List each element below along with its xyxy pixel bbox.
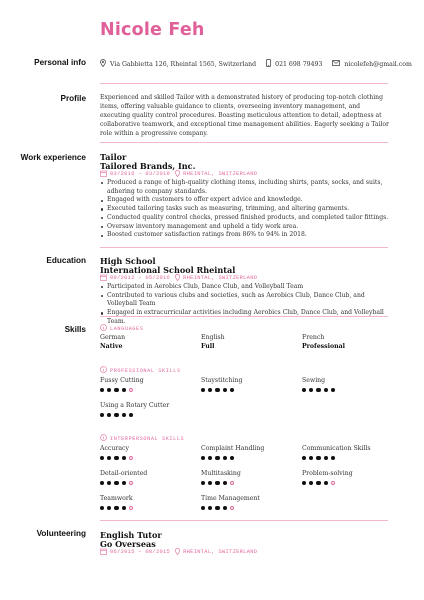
rating-dot-filled [215, 481, 219, 485]
profile-summary: Experienced and skilled Tailor with a demonstrated history of producing top-notch clothing items, offering valuable guidance to clients, overseeing inventory management, and executing quality control procedures. Boasting meticulous attention to detail, adeptness at collaborative teamwork, and exceptional time management abilities. Eagerly seeking a Tailor role within a progressive company. [100, 94, 389, 137]
rating-dot-filled [122, 456, 126, 460]
rating-dot-empty [129, 481, 133, 485]
contact-phone: 021 698 79493 [275, 60, 323, 68]
list-item: Boosted customer satisfaction ratings from 86% to 94% in 2018. [100, 231, 392, 240]
rating-dot-filled [100, 456, 104, 460]
rating-dot-filled [215, 388, 219, 392]
rating-dot-filled [208, 506, 212, 510]
skill-name: Detail-oriented [100, 470, 148, 477]
rating-dot-filled [114, 388, 118, 392]
rating-dot-filled [331, 388, 335, 392]
list-item: Executed tailoring tasks such as measuring, trimming, and altering garments. [100, 205, 392, 214]
location-pin-icon [175, 274, 180, 283]
divider [100, 247, 388, 248]
rating-dot-filled [122, 413, 126, 417]
rating-dot-filled [208, 388, 212, 392]
rating-dot-filled [100, 481, 104, 485]
skill-name: Problem-solving [302, 470, 353, 477]
divider [100, 520, 388, 521]
interpersonal-skills-heading [100, 434, 184, 443]
rating-dot-filled [230, 388, 234, 392]
education-meta [100, 274, 257, 282]
rating-dot-filled [316, 481, 320, 485]
skill-name: Using a Rotary Cutter [100, 402, 170, 409]
language-level: Professional [302, 343, 345, 350]
rating-dot-filled [122, 388, 126, 392]
divider [100, 83, 388, 84]
skill-name: Complaint Handling [201, 445, 265, 452]
employer-name: Tailored Brands, Inc. [100, 161, 196, 171]
rating-dot-filled [114, 413, 118, 417]
list-item: Produced a range of high-quality clothing items, including shirts, pants, socks, and suits, adhering to company standards. [100, 179, 392, 196]
rating-dot-filled [302, 481, 306, 485]
rating-dot-empty [129, 506, 133, 510]
info-circle-icon [100, 324, 107, 333]
professional-skills-heading [100, 366, 181, 375]
location-pin-icon [175, 170, 180, 179]
school-name: International School Rheintal [100, 265, 236, 275]
rating-dot-filled [309, 456, 313, 460]
list-item: Contributed to various clubs and societies, such as Aerobics Club, Dance Club, and Volleyball Team [100, 292, 392, 309]
rating-dot-filled [302, 456, 306, 460]
rating-dot-filled [223, 388, 227, 392]
skill-rating [100, 481, 133, 485]
calendar-icon [100, 274, 107, 283]
job-location: RHEINTAL, SWITZERLAND [183, 171, 258, 177]
rating-dot-filled [201, 481, 205, 485]
volunteer-title: English Tutor [100, 530, 162, 540]
rating-dot-filled [230, 456, 234, 460]
skill-rating [100, 506, 133, 510]
skill-name: Time Management [201, 495, 260, 502]
phone-icon [266, 59, 271, 69]
location-pin-icon [175, 548, 180, 557]
rating-dot-filled [324, 456, 328, 460]
language-name: German [100, 334, 126, 341]
languages-heading [100, 324, 143, 333]
calendar-icon [100, 548, 107, 557]
section-label-profile: Profile [60, 94, 86, 103]
skill-name: Sewing [302, 377, 326, 384]
skill-name: Accuracy [100, 445, 129, 452]
volunteer-organization: Go Overseas [100, 539, 156, 549]
rating-dot-filled [129, 413, 133, 417]
rating-dot-empty [230, 506, 234, 510]
skill-name: Communication Skills [302, 445, 371, 452]
list-item: Participated in Aerobics Club, Dance Club, and Volleyball Team [100, 283, 392, 292]
language-name: English [201, 334, 225, 341]
rating-dot-filled [208, 456, 212, 460]
calendar-icon [100, 170, 107, 179]
rating-dot-filled [309, 481, 313, 485]
skill-name: Fussy Cutting [100, 377, 144, 384]
list-item: Conducted quality control checks, pressed finished products, and completed tailor fittings. [100, 214, 392, 223]
job-title: Tailor [100, 152, 127, 162]
rating-dot-filled [208, 481, 212, 485]
rating-dot-empty [129, 456, 133, 460]
skill-rating [302, 388, 335, 392]
skill-name: Teamwork [100, 495, 133, 502]
rating-dot-filled [114, 456, 118, 460]
rating-dot-empty [129, 388, 133, 392]
skill-rating [201, 506, 234, 510]
rating-dot-filled [223, 456, 227, 460]
volunteer-dates: 06/2015 – 08/2015 [110, 549, 171, 555]
degree-title: High School [100, 256, 156, 266]
divider [100, 142, 388, 143]
job-meta [100, 170, 257, 178]
skill-name: Multitasking [201, 470, 241, 477]
education-bullets [100, 283, 392, 327]
rating-dot-filled [324, 388, 328, 392]
language-level: Native [100, 343, 123, 350]
rating-dot-filled [201, 388, 205, 392]
rating-dot-filled [107, 413, 111, 417]
rating-dot-filled [122, 506, 126, 510]
section-label-skills: Skills [64, 325, 86, 334]
education-dates: 09/2012 – 05/2016 [110, 275, 171, 281]
skill-rating [100, 413, 133, 417]
skill-rating [201, 388, 234, 392]
list-item: Engaged in extracurricular activities including Aerobics Club, Dance Club, and Volleyball Team. [100, 309, 392, 326]
rating-dot-filled [107, 506, 111, 510]
language-level: Full [201, 343, 215, 350]
education-location: RHEINTAL, SWITZERLAND [183, 275, 258, 281]
job-dates: 03/2016 – 03/2019 [110, 171, 171, 177]
section-label-personal-info: Personal info [34, 58, 86, 67]
skill-rating [100, 388, 133, 392]
professional-skills-heading-text: PROFESSIONAL SKILLS [110, 367, 181, 374]
volunteer-location: RHEINTAL, SWITZERLAND [183, 549, 258, 555]
job-bullets [100, 179, 392, 240]
rating-dot-filled [107, 456, 111, 460]
skill-name: Staystitching [201, 377, 243, 384]
rating-dot-filled [107, 388, 111, 392]
skill-rating [201, 456, 234, 460]
rating-dot-filled [100, 388, 104, 392]
section-label-work-experience: Work experience [20, 153, 86, 162]
rating-dot-filled [122, 481, 126, 485]
volunteer-meta [100, 548, 257, 556]
rating-dot-filled [201, 456, 205, 460]
contact-row [100, 58, 412, 70]
rating-dot-filled [215, 506, 219, 510]
rating-dot-empty [331, 481, 335, 485]
rating-dot-filled [107, 481, 111, 485]
languages-heading-text: LANGUAGES [110, 325, 144, 332]
rating-dot-filled [201, 506, 205, 510]
skill-rating [100, 456, 133, 460]
info-circle-icon [100, 366, 107, 375]
rating-dot-filled [215, 456, 219, 460]
rating-dot-filled [302, 388, 306, 392]
section-label-education: Education [46, 256, 86, 265]
location-pin-icon [100, 59, 106, 69]
skill-rating [302, 456, 335, 460]
list-item: Oversaw inventory management and upheld a tidy work area. [100, 223, 392, 232]
divider [100, 316, 388, 317]
rating-dot-filled [114, 506, 118, 510]
skill-rating [201, 481, 234, 485]
rating-dot-filled [223, 481, 227, 485]
rating-dot-filled [309, 388, 313, 392]
rating-dot-filled [324, 481, 328, 485]
rating-dot-filled [331, 456, 335, 460]
info-circle-icon [100, 434, 107, 443]
rating-dot-filled [100, 413, 104, 417]
section-label-volunteering: Volunteering [36, 529, 86, 538]
list-item: Engaged with customers to offer expert advice and knowledge. [100, 196, 392, 205]
rating-dot-filled [100, 506, 104, 510]
language-name: French [302, 334, 325, 341]
contact-email: nicolefeh@gmail.com [344, 60, 412, 68]
contact-address: Via Gabbietta 126, Rheintal 1565, Switzerland [110, 60, 257, 68]
rating-dot-filled [114, 481, 118, 485]
rating-dot-empty [230, 481, 234, 485]
envelope-icon [332, 60, 340, 68]
rating-dot-filled [223, 506, 227, 510]
candidate-name: Nicole Feh [100, 20, 205, 40]
skill-rating [302, 481, 335, 485]
interpersonal-skills-heading-text: INTERPERSONAL SKILLS [110, 435, 185, 442]
rating-dot-filled [316, 456, 320, 460]
rating-dot-filled [316, 388, 320, 392]
